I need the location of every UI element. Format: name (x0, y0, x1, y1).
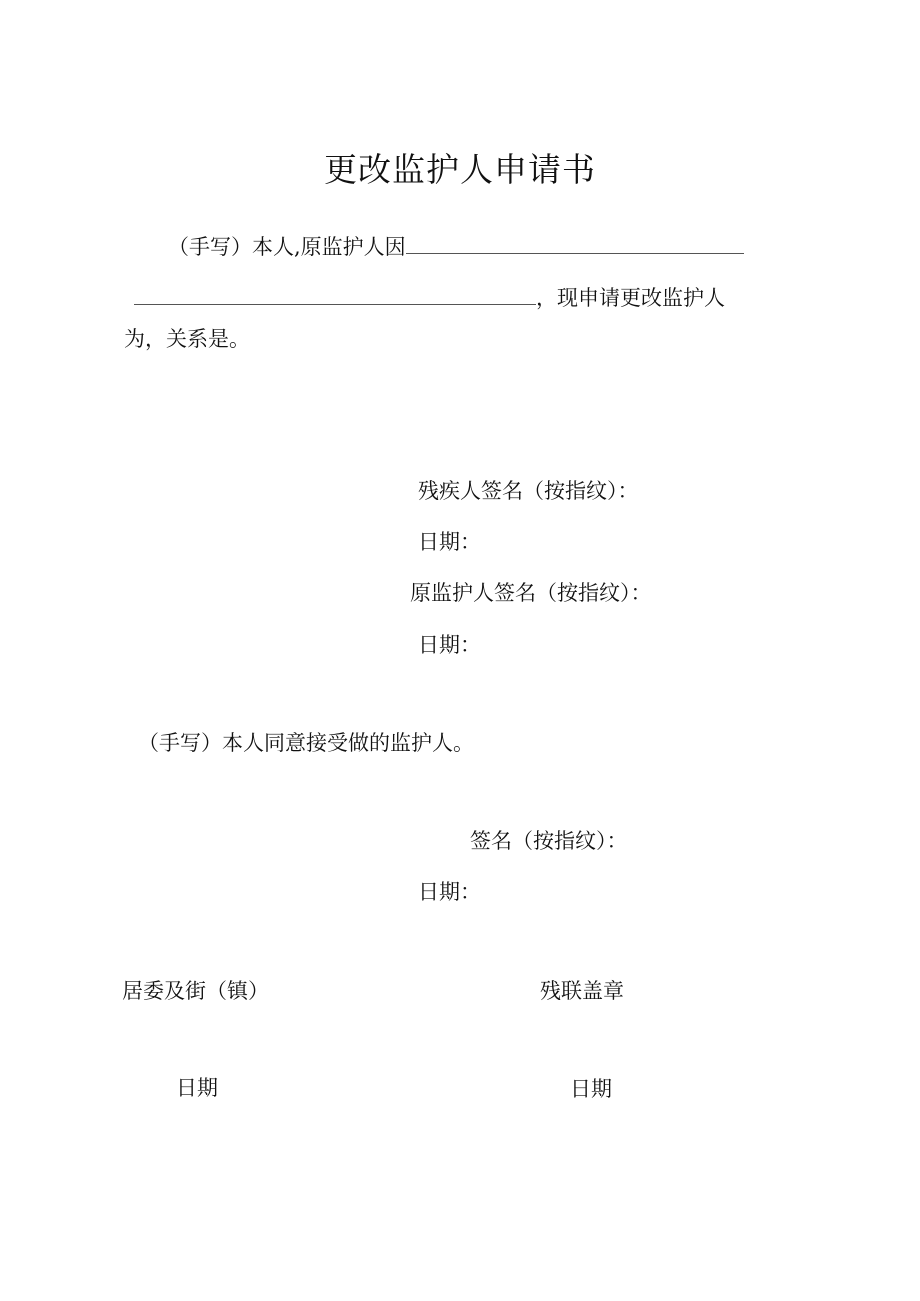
original-guardian-signature-label: 原监护人签名（按指纹）： (410, 581, 652, 605)
paragraph1-line1-text: （手写）本人,原监护人因 (168, 235, 406, 259)
footer-right-date-label: 日期 (570, 1077, 612, 1101)
consent-paragraph: （手写）本人同意接受做的监护人。 (138, 731, 474, 755)
reason-blank-1[interactable] (406, 233, 744, 254)
disability-federation-seal-label: 残联盖章 (540, 979, 624, 1003)
disabled-person-signature-label: 残疾人签名（按指纹）： (418, 479, 639, 503)
page-title: 更改监护人申请书 (324, 150, 596, 189)
paragraph1-line1 (168, 233, 744, 258)
paragraph1-line2 (134, 284, 725, 309)
date-label-2: 日期： (418, 633, 481, 657)
paragraph1-line3: 为，关系是。 (124, 327, 250, 351)
paragraph1-line2-text: ，现申请更改监护人 (536, 286, 725, 310)
footer-left-date-label: 日期 (176, 1076, 218, 1100)
date-label-3: 日期： (418, 880, 481, 904)
neighborhood-committee-label: 居委及街（镇） (122, 979, 269, 1003)
reason-blank-2[interactable] (134, 284, 536, 305)
date-label-1: 日期： (418, 530, 481, 554)
new-guardian-signature-label: 签名（按指纹）： (470, 829, 628, 853)
